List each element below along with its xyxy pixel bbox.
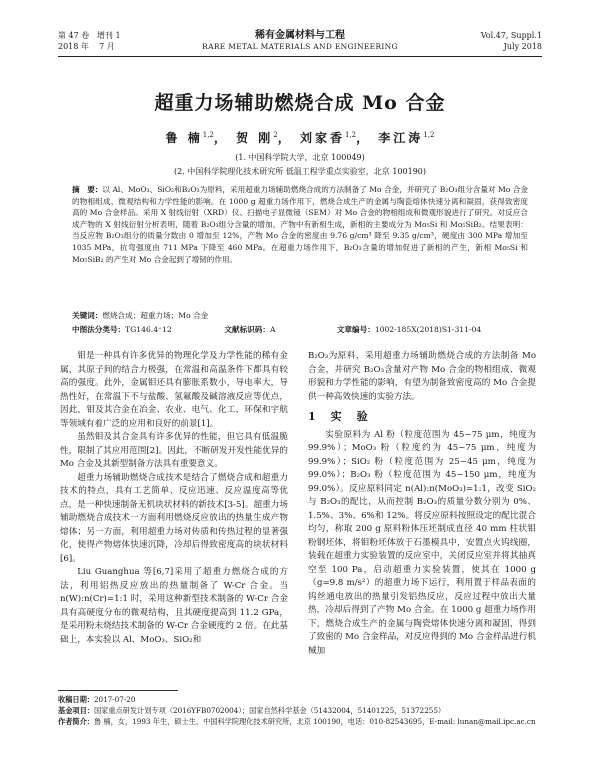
section-heading: 1 实 验 [308, 410, 370, 423]
header-volume-en: Vol.47, Suppl.1 [480, 31, 542, 40]
document-code-value: A [269, 325, 276, 334]
author-bio-value: 鲁 楠，女，1993 年生，硕士生，中国科学院理化技术研究所，北京 100190，电话：010-82543695，E-mail: lunan@mail.ipc.ac.cn [93, 717, 536, 726]
author-separator: ， [356, 131, 372, 145]
header-year: 2018 年 [58, 42, 89, 51]
body-paragraph: Liu Guanghua 等[6,7]采用了超重力燃烧合成的方法，利用铝热反应放出的热量制备了 W-Cr 合金。当 n(W):n(Cr)=1:1 时，采用这种新型技术制备的 W-Cr 合金具有高硬度分布的微观结构，且其硬度提高到 11.2 GPa，是采用粉末烧结技术制备的 W-Cr 合金硬度约 2 倍。在此基础上，本实验以 Al、MoO₃、SiO₂和 [60, 567, 288, 645]
body-paragraph: B₂O₃为原料，采用超重力场辅助燃烧合成的方法制备 Mo 合金，并研究 B₂O₃含量对产物 Mo 合金的物相组成、微观形貌和力学性能的影响，有望为制备致密度高的 Mo 合金提供一种高效快速的实验方法。 [308, 351, 536, 402]
body-column-left [60, 350, 288, 647]
header-supplement: 增刊 1 [96, 31, 121, 40]
classification-line [72, 324, 528, 335]
journal-name-cn: 稀有金属材料与工程 [255, 30, 345, 41]
fund-info [58, 705, 542, 716]
author-name: 鲁 楠 [165, 131, 203, 145]
received-label: 收稿日期： [58, 695, 94, 704]
footnote [58, 694, 542, 727]
affiliation-1: (1. 中国科学院大学，北京 100049) [235, 153, 365, 162]
abstract [72, 184, 528, 265]
article-number [337, 324, 481, 335]
author-affiliation-mark: 1,2 [344, 131, 357, 139]
body-paragraph: 钼是一种具有许多优异的物理化学及力学性能的稀有金属，其原子间的结合力极强，在常温和高温条件下都具有较高的强度。此外，金属钼还具有膨胀系数小，导电率大，导热性好，在常温下不与盐酸、氢氟酸及碱溶液反应等优点，因此，钼及其合金在冶金、农业、电气、化工、环保和宇航等领域有着广泛的应用和良好的前景[1]。 [60, 351, 288, 429]
received-value: 2017-07-20 [93, 695, 136, 704]
author-separator: ， [213, 131, 229, 145]
header-right [481, 30, 542, 52]
fund-value: 国家重点研发计划专项（2016YFB0702004）；国家自然科学基金（51432004，51401225，51372255） [93, 706, 446, 715]
author-list [0, 129, 600, 146]
body-column-right [308, 350, 536, 658]
paper-title: 超重力场辅助燃烧合成 Mo 合金 [154, 92, 446, 114]
author-name: 刘家香 [299, 131, 345, 145]
body-paragraph: 实验原料为 Al 粉（粒度范围为 45~75 μm，纯度为 99.9%）；MoO₃ 粉（粒度约为 45~75 μm，纯度为 99.9%）；SiO₂ 粉（粒度范围为 25~45 μm，纯度为 99.0%）；B₂O₃ 粉（粒度范围为 45~150 μm，纯度为 99.0%）。反应原料同定 n(Al):n(MoO₃)=1:1，改变 SiO₂ 与 B₂O₃的配比，从而控制 B₂O₃的质量分数分别为 0%、1.5%、3%、6%和 12%。将反应原料按照设定的配比混合均匀，称取 200 g 原料粉体压坯制成直径 40 mm 柱状钼粉钢坯体，将钼粉坯体放于石墨模具中，安置点火钨线圈，装载在超重力实验装置的反应室中，关闭反应室并将其抽真空至 100 Pa，启动超重力实验装置，使其在 1000 g（g=9.8 m/s²）的超重力场下运行，利用置于样品表面的钨丝通电放出的热量引发铝热反应，反应过程中放出大量热，冷却后得到了产物 Mo 合金。在 1000 g 超重力场作用下，燃烧合成生产的金属与陶瓷熔体快速分离和凝固，得到了致密的 Mo 合金样品，对反应得到的 Mo 合金样品进行机械加 [308, 429, 536, 656]
document-code [224, 324, 334, 335]
author-name: 李江涛 [378, 131, 424, 145]
clc-label: 中图法分类号： [72, 325, 126, 334]
article-number-label: 文章编号： [336, 325, 375, 334]
author-separator: ， [277, 131, 293, 145]
keywords-label: 关键词： [72, 311, 103, 320]
author-affiliation-mark: 1,2 [423, 131, 435, 139]
abstract-label: 摘 要： [72, 185, 103, 194]
article-number-value: 1002-185X(2018)S1-311-04 [374, 325, 482, 334]
footnote-divider [58, 690, 178, 691]
header-date-en: July 2018 [503, 42, 542, 51]
author-affiliation-mark: 1,2 [202, 131, 214, 139]
keywords-text: 燃烧合成；超重力场；Mo 合金 [102, 311, 209, 320]
header-volume: 第 47 卷 [58, 31, 90, 40]
author-affiliation-mark: 2 [273, 131, 278, 139]
running-header [58, 30, 542, 57]
document-code-label: 文献标识码： [224, 325, 270, 334]
author-bio-label: 作者简介： [58, 717, 94, 726]
body-paragraph: 超重力场辅助燃烧合成技术是结合了燃烧合成和超重力技术的特点，具有工艺简单、反应迅速、反应温度高等优点，是一种快速制备无机块状材料的新技术[3-5]。超重力场辅助燃烧合成技术一方面利用燃烧反应放出的热量生成产物熔体；另一方面，利用超重力场对传质和传热过程的显著强化，使得产物熔体快速沉降，冷却后得致密度高的块状材料[6]。 [60, 472, 288, 564]
fund-label: 基金项目： [58, 706, 94, 715]
author-bio [58, 716, 542, 727]
clc-number [72, 324, 222, 335]
clc-value: TG146.4⁺12 [125, 325, 172, 334]
affiliation-2: (2. 中国科学院理化技术研究所 低温工程学重点实验室，北京 100190) [173, 167, 427, 176]
abstract-text: 以 Al、MoO₃、SiO₂和B₂O₃为原料，采用超重力场辅助燃烧合成的方法制备了 Mo 合金，并研究了 B₂O₃组分含量对 Mo 合金的物相组成、微观结构和力学性能的影响。在 1000 g 超重力场作用下，燃烧合成生产的金属与陶瓷熔体快速分离和凝固，获得致密度高的 Mo 合金样品。采用 X 射线衍射（XRD）仪、扫描电子显微镜（SEM）对 Mo 合金的物相组成和微观形貌进行了研究。对反应合成产物的 X 射线衍射分析表明，随着 B₂O₃组分含量的增加，产物中有新相生成，新相的主要成分为 Mo₅Si 和 Mo₅SiB₂。结果表明：当反应物 B₂O₃组分的质量分数由 0 增加至 12%，产物 Mo 合金的密度由 9.76 g/cm³ 降至 9.35 g/cm³，硬度由 300 MPa 增加至 1035 MPa，抗弯强度由 711 MPa 下降至 460 MPa。在超重力场作用下，B₂O₃含量的增加促进了新相的产生，新相 Mo₅Si 和 Mo₅SiB₂ 的产生对 Mo 合金起到了增韧的作用。 [72, 185, 528, 264]
received-date [58, 694, 542, 705]
header-month: 7 月 [99, 42, 115, 51]
keywords [72, 310, 528, 321]
header-center [58, 30, 542, 52]
journal-name-en: RARE METAL MATERIALS AND ENGINEERING [202, 42, 398, 51]
author-name: 贺 刚 [236, 131, 274, 145]
body-paragraph: 虽然钼及其合金具有许多优异的性能，但它具有低温脆性，限制了其应用范围[2]。因此，不断研发开发性能优异的 Mo 合金及其新型制备方法具有重要意义。 [60, 432, 288, 469]
